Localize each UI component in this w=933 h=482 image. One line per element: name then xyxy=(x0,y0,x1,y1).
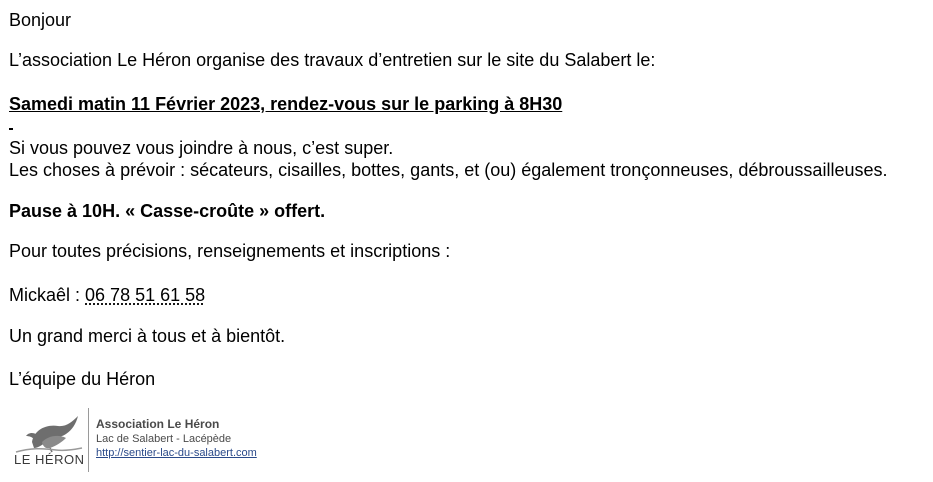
signature-website-link[interactable]: http://sentier-lac-du-salabert.com xyxy=(96,447,257,459)
empty-underlined-mark xyxy=(9,128,13,130)
thanks-text: Un grand merci à tous et à bientôt. xyxy=(9,326,286,346)
signature-location: Lac de Salabert - Lacépède xyxy=(96,433,232,445)
contact-phone-link[interactable]: 06 78 51 61 58 xyxy=(85,285,206,305)
logo-wordmark: LE HÉRON xyxy=(14,452,85,467)
info-text: Pour toutes précisions, renseignements et inscriptions : xyxy=(9,241,451,261)
join-text: Si vous pouvez vous joindre à nous, c’est super. xyxy=(9,138,394,158)
bring-text: Les choses à prévoir : sécateurs, cisailles, bottes, gants, et (ou) également tronçonneuses, débroussailleuses. xyxy=(9,160,888,180)
break-text: Pause à 10H. « Casse-croûte » offert. xyxy=(9,201,326,221)
contact-label: Mickaêl : xyxy=(9,285,86,305)
signature-org-name: Association Le Héron xyxy=(96,417,220,431)
signature-divider xyxy=(88,408,89,472)
intro-text: L’association Le Héron organise des travaux d’entretien sur le site du Salabert le: xyxy=(9,50,656,70)
contact-line xyxy=(9,284,205,306)
greeting: Bonjour xyxy=(9,10,72,30)
event-date: Samedi matin 11 Février 2023, rendez-vous sur le parking à 8H30 xyxy=(9,94,563,114)
signoff-text: L’équipe du Héron xyxy=(9,369,156,389)
